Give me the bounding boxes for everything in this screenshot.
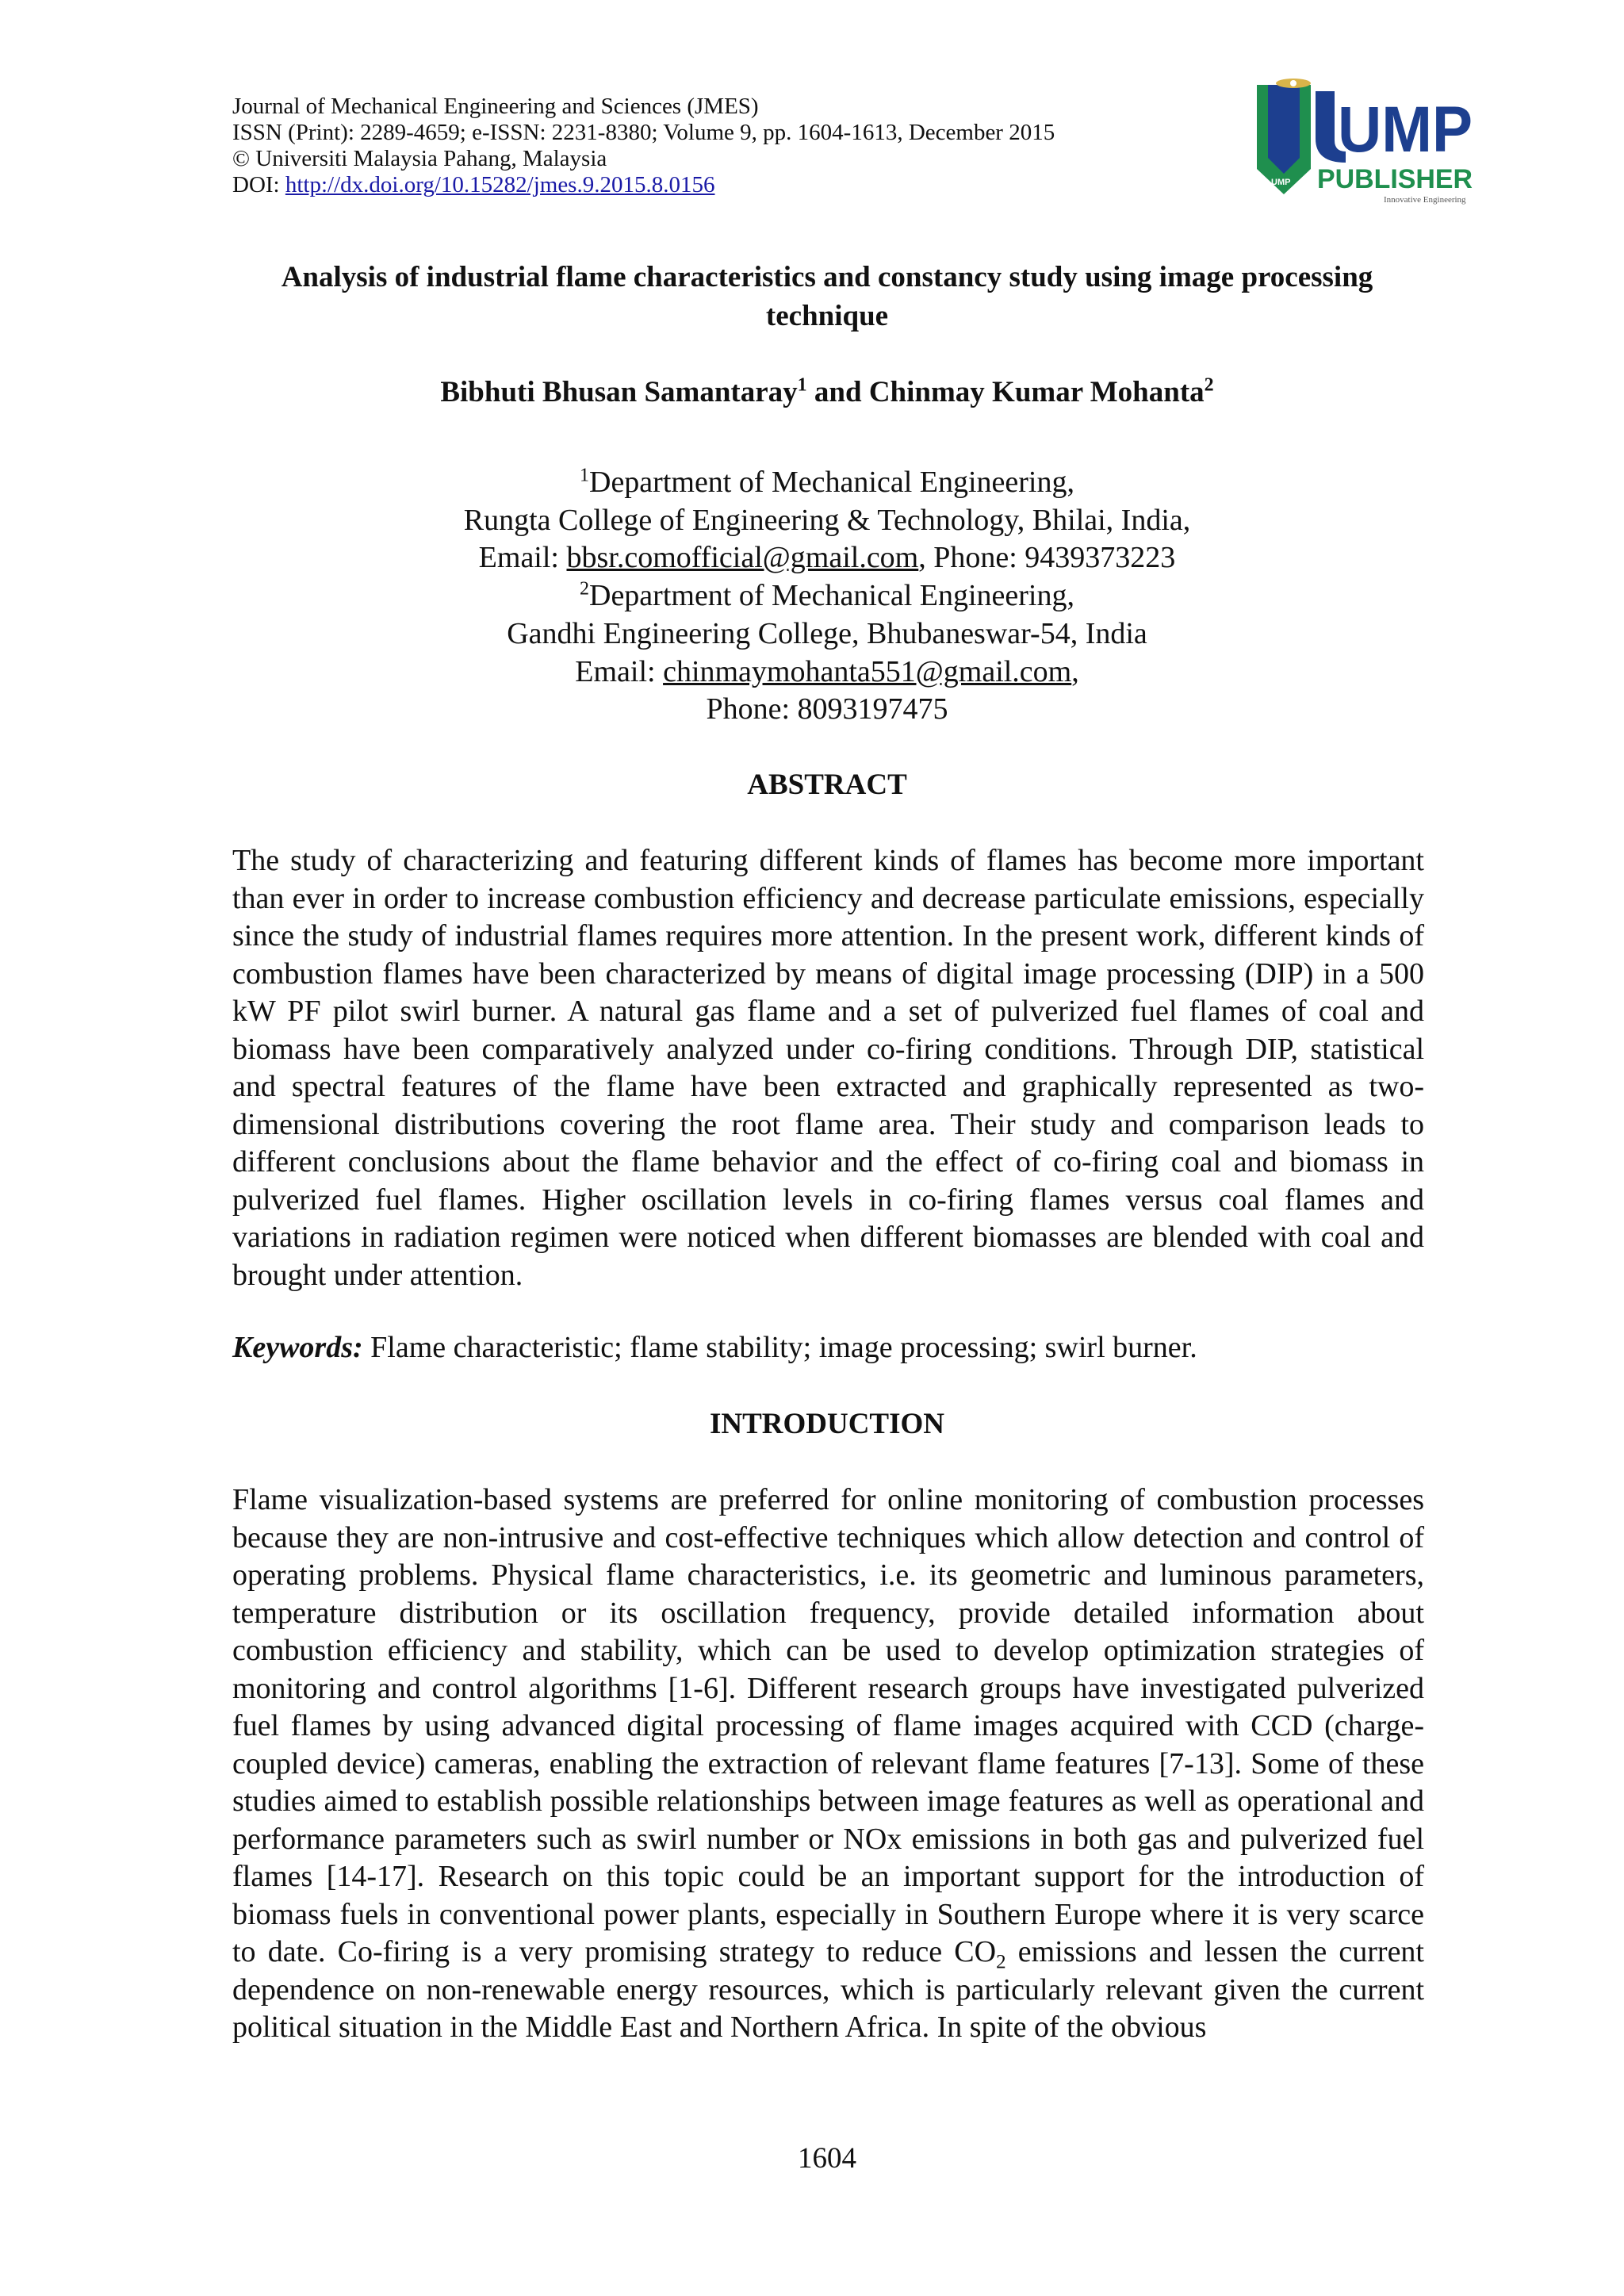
doi-link[interactable]: http://dx.doi.org/10.15282/jmes.9.2015.8.0156 xyxy=(285,172,715,197)
affil-1-dept-text: Department of Mechanical Engineering, xyxy=(589,466,1074,499)
journal-issn: ISSN (Print): 2289-4659; e-ISSN: 2231-8380; Volume 9, pp. 1604-1613, December 2015 xyxy=(232,120,1055,145)
affil-1-dept xyxy=(232,464,1422,502)
keywords-label: Keywords: xyxy=(232,1331,363,1364)
author-1: Bibhuti Bhusan Samantaray xyxy=(440,376,798,408)
affil-1-email-label: Email: xyxy=(478,541,567,575)
affil-2-sup: 2 xyxy=(580,578,589,600)
logo-tagline: Innovative Engineering xyxy=(1384,195,1466,205)
intro-text-1: Flame visualization-based systems are preferred for online monitoring of combustion processes because they are non-intrusive and cost-effective techniques which allow detection and control of operating problems. Physical flame characteristics, i.e. its geometric and luminous parameters, temperature distribution or its oscillation frequency, provide detailed information about combustion efficiency and stability, which can be used to develop optimization strategies of monitoring and control algorithms [1-6]. Different research groups have investigated pulverized fuel flames by using advanced digital processing of flame images acquired with CCD (charge-coupled device) cameras, enabling the extraction of relevant flame features [7-13]. Some of these studies aimed to establish possible relationships between image features as well as operational and performance parameters such as swirl number or NOx emissions in both gas and pulverized fuel flames [14-17]. Research on this topic could be an important support for the introduction of biomass fuels in conventional power plants, especially in Southern Europe where it is very scarce to date. Co-firing is a very promising strategy to reduce CO xyxy=(232,1483,1424,1968)
journal-header xyxy=(232,94,1055,198)
page-number: 1604 xyxy=(798,2142,856,2175)
journal-copyright: © Universiti Malaysia Pahang, Malaysia xyxy=(232,146,607,171)
doi-label: DOI: xyxy=(232,172,285,197)
keywords-text: Flame characteristic; flame stability; image processing; swirl burner. xyxy=(362,1331,1197,1364)
intro-subscript: 2 xyxy=(996,1951,1006,1973)
affil-1-phone: , Phone: 9439373223 xyxy=(918,541,1176,575)
affil-2-email-label: Email: xyxy=(575,654,664,688)
logo-publisher: PUBLISHER xyxy=(1317,164,1473,194)
abstract-body: The study of characterizing and featuring different kinds of flames has become more important than ever in order to increase combustion efficiency and decrease particulate emissions, especially since the study of industrial flames requires more attention. In the present work, different kinds of combustion flames have been characterized by means of digital image processing (DIP) in a 500 kW PF pilot swirl burner. A natural gas flame and a set of pulverized fuel flames of coal and biomass have been comparatively analyzed under co-firing conditions. Through DIP, statistical and spectral features of the flame have been extracted and graphically represented as two-dimensional distributions covering the root flame area. Their study and comparison leads to different conclusions about the flame behavior and the effect of co-firing coal and biomass in pulverized fuel flames. Higher oscillation levels in co-firing flames versus coal flames and variations in radiation regimen were noticed when different biomasses are blended with coal and brought under attention. xyxy=(232,844,1424,1292)
affil-2-inst: Gandhi Engineering College, Bhubaneswar-54, India xyxy=(507,616,1147,650)
author-line xyxy=(232,374,1422,412)
author-connector: and xyxy=(806,376,869,408)
affil-1-sup: 1 xyxy=(580,465,589,486)
abstract-heading: ABSTRACT xyxy=(747,769,907,801)
affil-2-email-tail: , xyxy=(1071,654,1079,688)
affil-1-inst: Rungta College of Engineering & Technology, Bhilai, India, xyxy=(463,503,1191,537)
logo-badge: UMP xyxy=(1271,178,1291,187)
affil-2-email-link[interactable]: chinmaymohanta551@gmail.com xyxy=(663,654,1072,688)
author-2-sup: 2 xyxy=(1204,374,1214,396)
intro-text-2: emissions and lessen the current dependence on non-renewable energy resources, which is particularly relevant given the current political situation in the Middle East and Northern Africa. In spite of the obvious xyxy=(232,1935,1424,2044)
affil-2-phone: Phone: 8093197475 xyxy=(706,692,948,726)
affil-2-contact xyxy=(232,654,1422,692)
ump-publisher-logo xyxy=(1249,75,1476,210)
affiliations xyxy=(232,464,1422,729)
author-1-sup: 1 xyxy=(797,374,807,396)
affil-1-email-link[interactable]: bbsr.comofficial@gmail.com xyxy=(566,541,919,575)
affil-2-dept-text: Department of Mechanical Engineering, xyxy=(589,579,1074,613)
keywords xyxy=(232,1329,1424,1366)
introduction-body xyxy=(232,1481,1424,2047)
journal-doi xyxy=(232,172,1055,198)
logo-name: UMP xyxy=(1338,94,1473,166)
affil-1-contact xyxy=(232,539,1422,577)
journal-name: Journal of Mechanical Engineering and Sciences (JMES) xyxy=(232,94,759,119)
paper-title: Analysis of industrial flame characteristics and constancy study using image processing technique xyxy=(281,261,1373,332)
affil-2-dept xyxy=(232,577,1422,615)
introduction-heading: INTRODUCTION xyxy=(709,1408,945,1440)
author-2: Chinmay Kumar Mohanta xyxy=(868,376,1205,408)
